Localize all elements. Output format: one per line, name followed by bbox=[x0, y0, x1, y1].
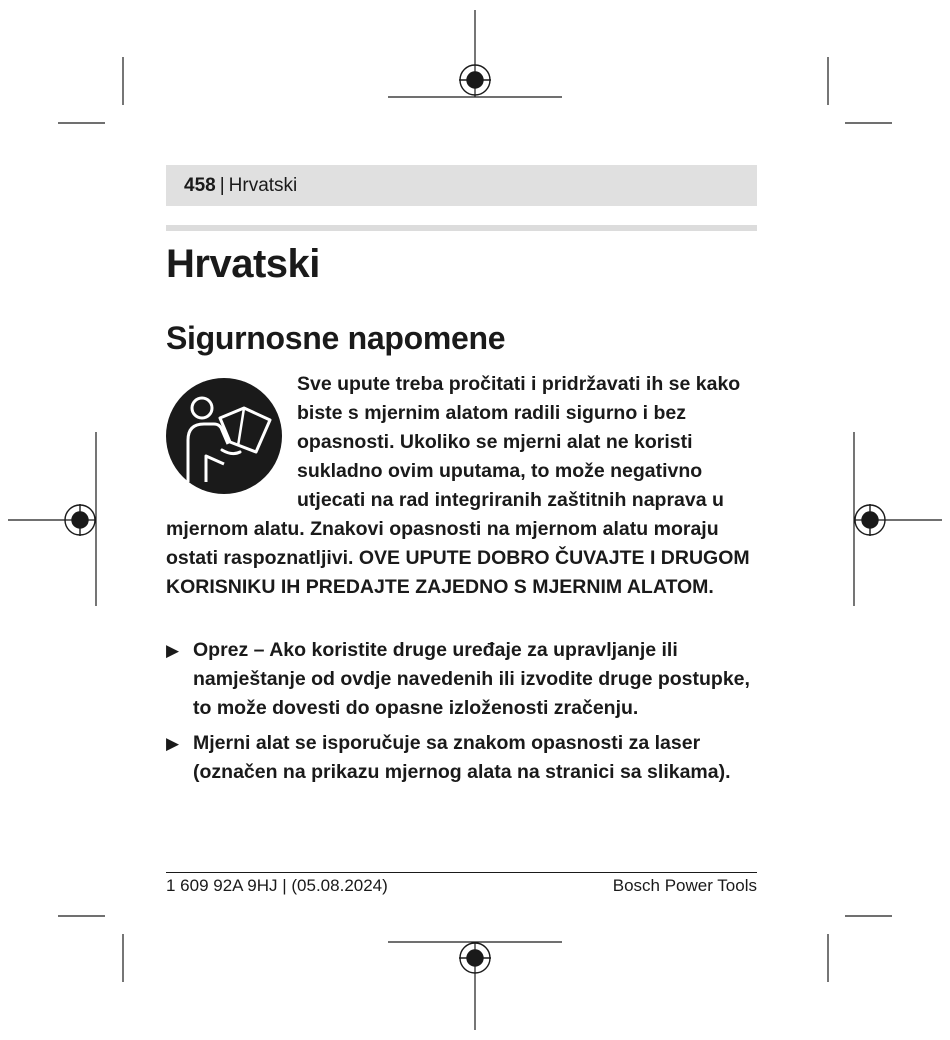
section-heading: Sigurnosne napomene bbox=[166, 320, 506, 356]
bullet-text: Mjerni alat se isporučuje sa znakom opasnosti za laser (označen na prikazu mjernog alata na stranici sa slikama). bbox=[193, 732, 731, 783]
list-item bbox=[166, 636, 762, 723]
intro-text: Sve upute treba pročitati i pridržavati ih se kako biste s mjernim alatom radili sigurno i bez opasnosti. Ukoliko se mjerni alat ne koristi sukladno ovim uputama, to može negativno utjecati na rad integriranih zaštitnih naprava u mjernom alatu. Znakovi opasnosti na mjernom alatu moraju ostati raspoznatljivi. OVE UPUTE DOBRO ČUVAJTE I DRUGOM KORISNIKU IH PREDAJTE ZAJEDNO S MJERNIM ALATOM. bbox=[166, 373, 750, 598]
page-number: 458 bbox=[184, 174, 216, 196]
header-separator: | bbox=[219, 174, 225, 196]
footer-brand: Bosch Power Tools bbox=[612, 876, 757, 895]
intro-paragraph bbox=[166, 370, 762, 602]
bullet-arrow-icon: ▶ bbox=[166, 734, 180, 753]
bullet-arrow-icon: ▶ bbox=[166, 641, 180, 660]
footer-document-id: 1 609 92A 9HJ | (05.08.2024) bbox=[166, 876, 388, 895]
title-rule bbox=[166, 225, 757, 231]
page-header bbox=[166, 165, 757, 206]
footer-rule bbox=[166, 872, 757, 873]
bullet-text: Oprez – Ako koristite druge uređaje za upravljanje ili namještanje od ovdje navedenih ili izvodite druge postupke, to može dovesti do opasne izloženosti zračenju. bbox=[193, 639, 750, 719]
list-item bbox=[166, 729, 762, 787]
page-title: Hrvatski bbox=[166, 242, 320, 286]
header-language: Hrvatski bbox=[228, 174, 298, 196]
safety-bullet-list bbox=[166, 636, 762, 793]
